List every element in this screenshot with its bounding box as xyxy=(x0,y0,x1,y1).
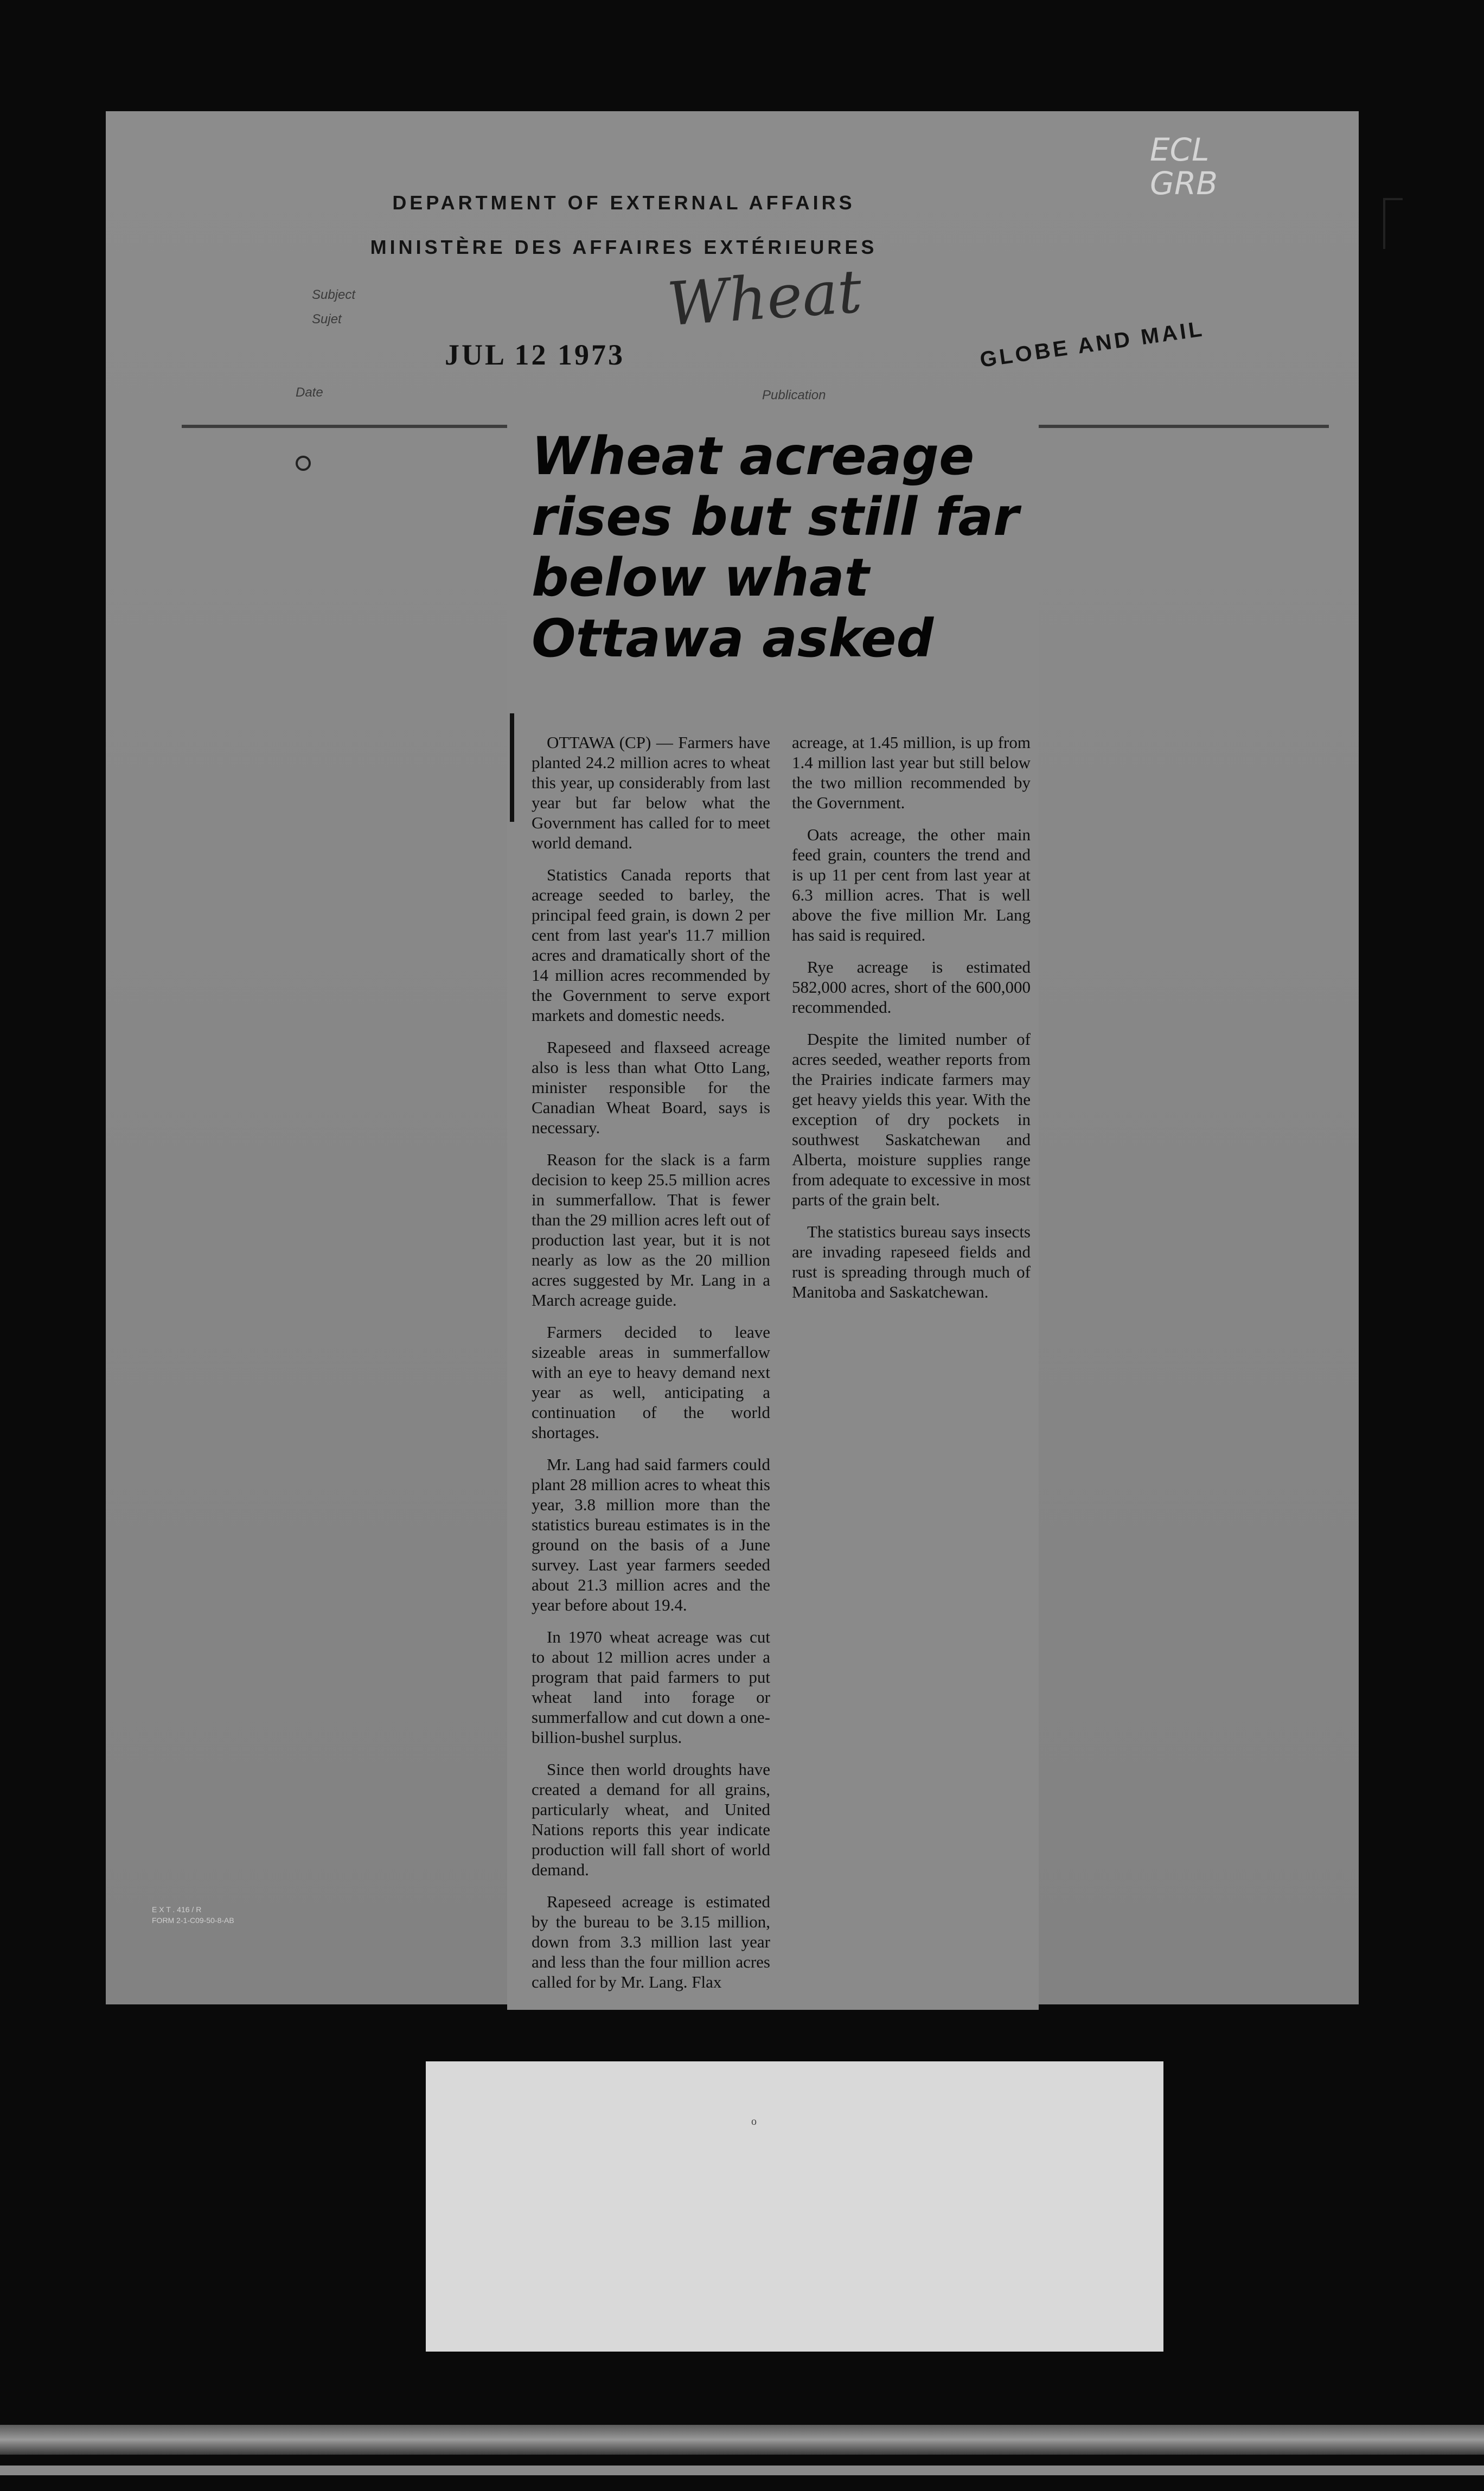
paragraph: Despite the limited number of acres seeded, weather reports from the Prairies indicate farmers may get heavy yields this year. With the exception of dry pockets in southwest Saskatchewan and Alberta, moisture supplies range from adequate to excessive in most parts of the grain belt. xyxy=(792,1030,1031,1209)
punch-hole xyxy=(296,456,311,471)
department-title-fr: MINISTÈRE DES AFFAIRES EXTÉRIEURES xyxy=(370,236,878,258)
film-tab xyxy=(426,2061,1163,2352)
paragraph: Rye acreage is estimated 582,000 acres, short of the 600,000 recommended. xyxy=(792,957,1031,1017)
corner-mark xyxy=(1383,198,1403,249)
article-column-1 xyxy=(532,732,770,2004)
subject-label: Subject xyxy=(312,288,356,302)
article-headline: Wheat acreage rises but still far below what Ottawa asked xyxy=(532,426,1019,669)
document-sheet xyxy=(106,111,1359,2004)
film-edge xyxy=(0,2425,1484,2455)
form-code: E X T . 416 / R FORM 2-1-C09-50-8-AB xyxy=(152,1905,234,1925)
column-rule xyxy=(510,713,514,822)
department-title-en: DEPARTMENT OF EXTERNAL AFFAIRS xyxy=(392,191,855,214)
handwritten-initials: ECL GRB xyxy=(1150,131,1218,202)
paragraph: Rapeseed acreage is estimated by the bureau to be 3.15 million, down from 3.3 million last year and less than the four million acres called for by Mr. Lang. Flax xyxy=(532,1892,770,1991)
paragraph: Statistics Canada reports that acreage seeded to barley, the principal feed grain, is down 2 per cent from last year's 11.7 million acres and dramatically short of the 14 million acres recommended by the Government to serve export markets and domestic needs. xyxy=(532,865,770,1025)
paragraph: Oats acreage, the other main feed grain, counters the trend and is up 11 per cent from last year at 6.3 million acres. That is well above the five million Mr. Lang has said is required. xyxy=(792,825,1031,944)
paragraph: Reason for the slack is a farm decision to keep 25.5 million acres in summerfallow. That is fewer than the 29 million acres left out of production last year, but it is not nearly as low as the 20 million acres suggested by Mr. Lang in a March acreage guide. xyxy=(532,1150,770,1310)
paragraph: Since then world droughts have created a demand for all grains, particularly wheat, and United Nations reports this year indicate production will fall short of world demand. xyxy=(532,1760,770,1879)
paragraph: Mr. Lang had said farmers could plant 28 million acres to wheat this year, 3.8 million more than the statistics bureau estimates is in the ground on the basis of a June survey. Last year farmers seeded about 21.3 million acres and the year before about 19.4. xyxy=(532,1455,770,1614)
date-label: Date xyxy=(296,385,323,400)
sujet-label: Sujet xyxy=(312,312,342,327)
date-stamp: JUL 12 1973 xyxy=(445,338,625,371)
paragraph: acreage, at 1.45 million, is up from 1.4 million last year but still below the two million recommended by the Government. xyxy=(792,733,1031,812)
paragraph: Farmers decided to leave sizeable areas in summerfallow with an eye to heavy demand next year as well, anticipating a continuation of the world shortages. xyxy=(532,1323,770,1442)
paragraph: In 1970 wheat acreage was cut to about 12 million acres under a program that paid farmers to put wheat land into forage or summerfallow and cut down a one-billion-bushel surplus. xyxy=(532,1627,770,1747)
subject-value: Wheat xyxy=(664,256,864,340)
article-column-2 xyxy=(792,732,1031,1314)
tab-mark: o xyxy=(751,2116,757,2128)
paragraph: OTTAWA (CP) — Farmers have planted 24.2 million acres to wheat this year, up considerably from last year but far below what the Government has called for to meet world demand. xyxy=(532,733,770,852)
film-edge-lower xyxy=(0,2466,1484,2475)
publication-label: Publication xyxy=(762,388,826,403)
paragraph: Rapeseed and flaxseed acreage also is less than what Otto Lang, minister responsible for the Canadian Wheat Board, says is necessary. xyxy=(532,1038,770,1137)
paragraph: The statistics bureau says insects are invading rapeseed fields and rust is spreading through much of Manitoba and Saskatchewan. xyxy=(792,1222,1031,1301)
publication-stamp: GLOBE AND MAIL xyxy=(978,317,1206,372)
